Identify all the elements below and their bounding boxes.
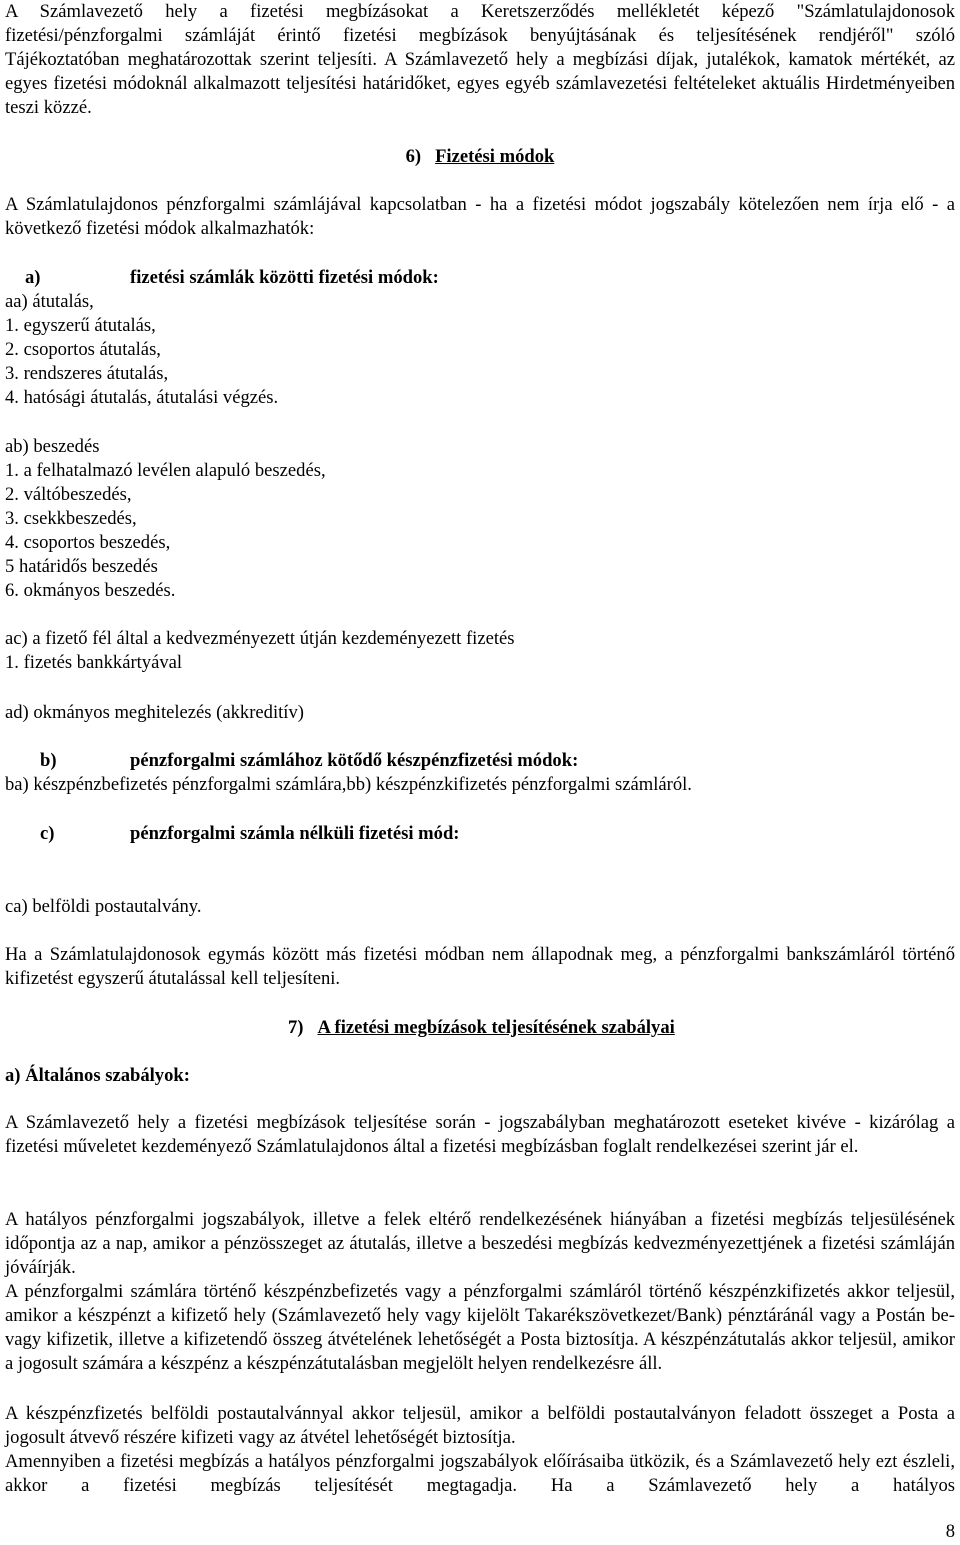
list-item: 1. fizetés bankkártyával <box>5 652 183 673</box>
section-7-paragraph-1: A Számlavezető hely a fizetési megbízások teljesítése során - jogszabályban meghatározott eseteket kivéve - kizárólag a fizetési műveletet kezdeményező Számlatulajdonos által a fizetési megbízásban foglalt rendelkezései szerint jár el. <box>5 1112 955 1157</box>
subsection-b-heading <box>5 749 578 773</box>
list-item: 3. csekkbeszedés, <box>5 508 137 529</box>
section-6-number: 6) <box>405 146 422 167</box>
list-item: 1. egyszerű átutalás, <box>5 315 156 336</box>
ab-list <box>5 435 326 603</box>
section-7-number: 7) <box>288 1017 304 1038</box>
list-item: ac) a fizető fél által a kedvezményezett útján kezdeményezett fizetés <box>5 628 515 649</box>
subsection-a-heading <box>5 266 439 290</box>
subsection-c-letter: c) <box>40 823 55 844</box>
subsection-c-heading <box>5 822 459 846</box>
aa-list <box>5 290 278 410</box>
section-7-paragraph-5: Amennyiben a fizetési megbízás a hatályos pénzforgalmi jogszabályok előírásaiba ütközik, és a Számlavezető hely ezt észleli, akkor a fizetési megbízás teljesítését megtagadja. Ha a Számlavezető hely a hatályos <box>5 1451 955 1496</box>
section-6-closing: Ha a Számlatulajdonosok egymás között más fizetési módban nem állapodnak meg, a pénzforgalmi bankszámláról történő kifizetést egyszerű átutalással kell teljesíteni. <box>5 944 955 989</box>
subsection-b-title: pénzforgalmi számlához kötődő készpénzfizetési módok: <box>130 750 579 771</box>
list-item: 1. a felhatalmazó levélen alapuló beszedés, <box>5 460 326 481</box>
subsection-c-title: pénzforgalmi számla nélküli fizetési mód: <box>130 823 460 844</box>
list-item: 2. csoportos átutalás, <box>5 339 161 360</box>
list-item: 3. rendszeres átutalás, <box>5 363 169 384</box>
list-item: 6. okmányos beszedés. <box>5 580 176 601</box>
subsection-a-title: fizetési számlák közötti fizetési módok: <box>130 267 439 288</box>
section-7-title: A fizetési megbízások teljesítésének szabályai <box>317 1017 675 1038</box>
section-7-paragraph-3: A pénzforgalmi számlára történő készpénzbefizetés vagy a pénzforgalmi számláról történő készpénzkifizetés akkor teljesül, amikor a készpénzt a kifizető hely (Számlavezető hely vagy kijelölt Takarékszövetkezet/Bank) pénztáránál vagy a Postán be- vagy kifizetik, illetve a kifizetendő összeg átvételének lehetőségét a Posta biztosítja. A készpénzátutalás akkor teljesül, amikor a jogosult számára a készpénz a készpénzátutalásban megjelölt helyen rendelkezésre áll. <box>5 1281 955 1374</box>
general-rules-heading: a) Általános szabályok: <box>5 1065 190 1086</box>
intro-line-1: A Számlavezető hely a fizetési megbízásokat a Keretszerződés mellékletét képező "Számlatulajdonosok <box>5 1 955 22</box>
section-7-paragraph-4: A készpénzfizetés belföldi postautalvánnyal akkor teljesül, amikor a belföldi postautalványon feladott összeget a Posta a jogosult átvevő részére kifizeti vagy az átvétel lehetőségét biztosítja. <box>5 1403 955 1448</box>
ac-list <box>5 627 514 675</box>
list-item: 4. hatósági átutalás, átutalási végzés. <box>5 387 279 408</box>
section-7-paragraph-2: A hatályos pénzforgalmi jogszabályok, illetve a felek eltérő rendelkezésének hiányában a fizetési megbízás teljesülésének időpontja az a nap, amikor a pénzösszeget az átutalás, illetve a beszedési megbízás kedvezményezettjének a fizetési számláján jóváírják. <box>5 1209 955 1278</box>
section-6-heading <box>5 145 955 169</box>
ad-item: ad) okmányos meghitelezés (akkreditív) <box>5 702 304 723</box>
intro-line-2: fizetési/pénzforgalmi számláját érintő fizetési megbízások benyújtásának és teljesítésének rendjéről" szóló <box>5 25 955 46</box>
subsection-b-text: ba) készpénzbefizetés pénzforgalmi számlára,bb) készpénzkifizetés pénzforgalmi számláról. <box>5 774 692 795</box>
list-item: ab) beszedés <box>5 436 100 457</box>
list-item: 4. csoportos beszedés, <box>5 532 171 553</box>
list-item: aa) átutalás, <box>5 291 94 312</box>
subsection-a-letter: a) <box>25 267 41 288</box>
page-number: 8 <box>945 1521 955 1542</box>
list-item: 2. váltóbeszedés, <box>5 484 132 505</box>
subsection-b-letter: b) <box>40 750 57 771</box>
section-6-title: Fizetési módok <box>435 146 555 167</box>
section-6-intro: A Számlatulajdonos pénzforgalmi számlájával kapcsolatban - ha a fizetési módot jogszabály kötelezően nem írja elő - a következő fizetési módok alkalmazhatók: <box>5 194 955 239</box>
section-7-heading <box>288 1016 675 1040</box>
ca-item: ca) belföldi postautalvány. <box>5 896 202 917</box>
list-item: 5 határidős beszedés <box>5 556 158 577</box>
intro-paragraph-rest: Tájékoztatóban meghatározottak szerint teljesíti. A Számlavezető hely a megbízási díjak, jutalékok, kamatok mértékét, az egyes fizetési módoknál alkalmazott teljesítési határidőket, egyes egyéb számlavezetési feltételeket aktuális Hirdetményeiben teszi közzé. <box>5 49 955 118</box>
